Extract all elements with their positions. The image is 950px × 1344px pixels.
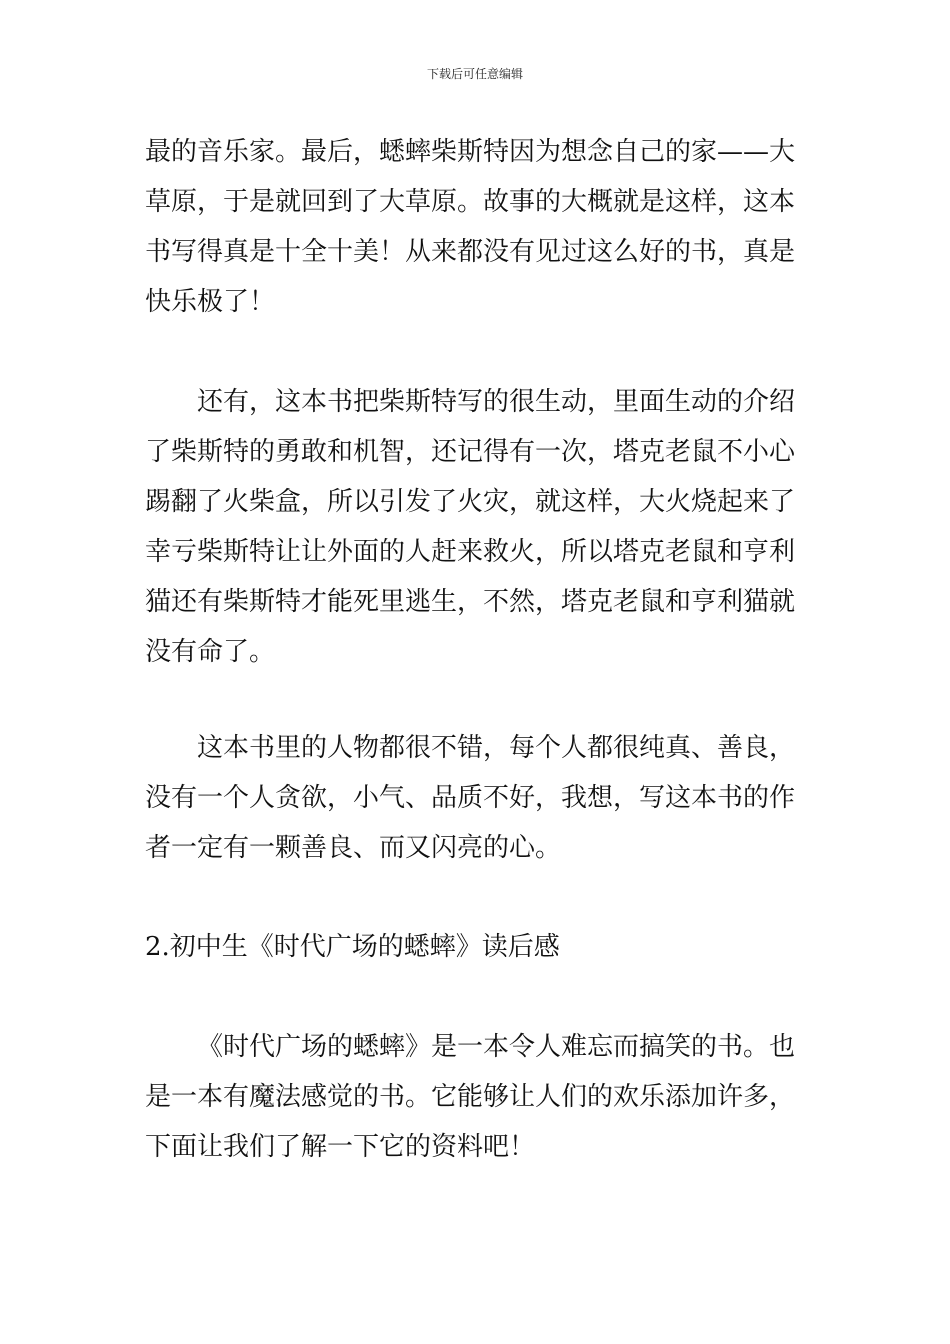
- text-line: 没有一个人贪欲，小气、品质不好，我想，写这本书的作: [145, 783, 796, 813]
- text-line: 幸亏柴斯特让让外面的人赶来救火，所以塔克老鼠和亨利: [145, 537, 796, 567]
- text-line: 了柴斯特的勇敢和机智，还记得有一次，塔克老鼠不小心: [145, 437, 796, 467]
- text-line: 猫还有柴斯特才能死里逃生，不然，塔克老鼠和亨利猫就: [145, 587, 796, 617]
- text-line: 是一本有魔法感觉的书。它能够让人们的欢乐添加许多，: [145, 1082, 796, 1112]
- text-line: 快乐极了！: [145, 287, 276, 317]
- paragraph-characters: [145, 723, 807, 873]
- text-line: 没有命了。: [145, 637, 276, 667]
- paragraph-intro: [145, 1022, 807, 1172]
- text-line: 草原，于是就回到了大草原。故事的大概就是这样，这本: [145, 187, 796, 217]
- paragraph-chester-fire: [145, 377, 807, 677]
- text-line: 者一定有一颗善良、而又闪亮的心。: [145, 833, 562, 863]
- heading-text: 2.初中生《时代广场的蟋蟀》读后感: [145, 932, 560, 962]
- text-line: 还有，这本书把柴斯特写的很生动，里面生动的介绍: [197, 387, 796, 417]
- paragraph-continuation: [145, 127, 807, 327]
- section-heading: [145, 922, 807, 972]
- text-line: 《时代广场的蟋蟀》是一本令人难忘而搞笑的书。也: [197, 1032, 796, 1062]
- page-header: 下载后可任意编辑: [426, 67, 523, 81]
- text-line: 最的音乐家。最后，蟋蟀柴斯特因为想念自己的家——大: [145, 137, 796, 167]
- text-line: 踢翻了火柴盒，所以引发了火灾，就这样，大火烧起来了: [145, 487, 796, 517]
- text-line: 这本书里的人物都很不错，每个人都很纯真、善良，: [197, 733, 796, 763]
- text-line: 下面让我们了解一下它的资料吧！: [145, 1132, 536, 1162]
- text-line: 书写得真是十全十美！从来都没有见过这么好的书，真是: [145, 237, 796, 267]
